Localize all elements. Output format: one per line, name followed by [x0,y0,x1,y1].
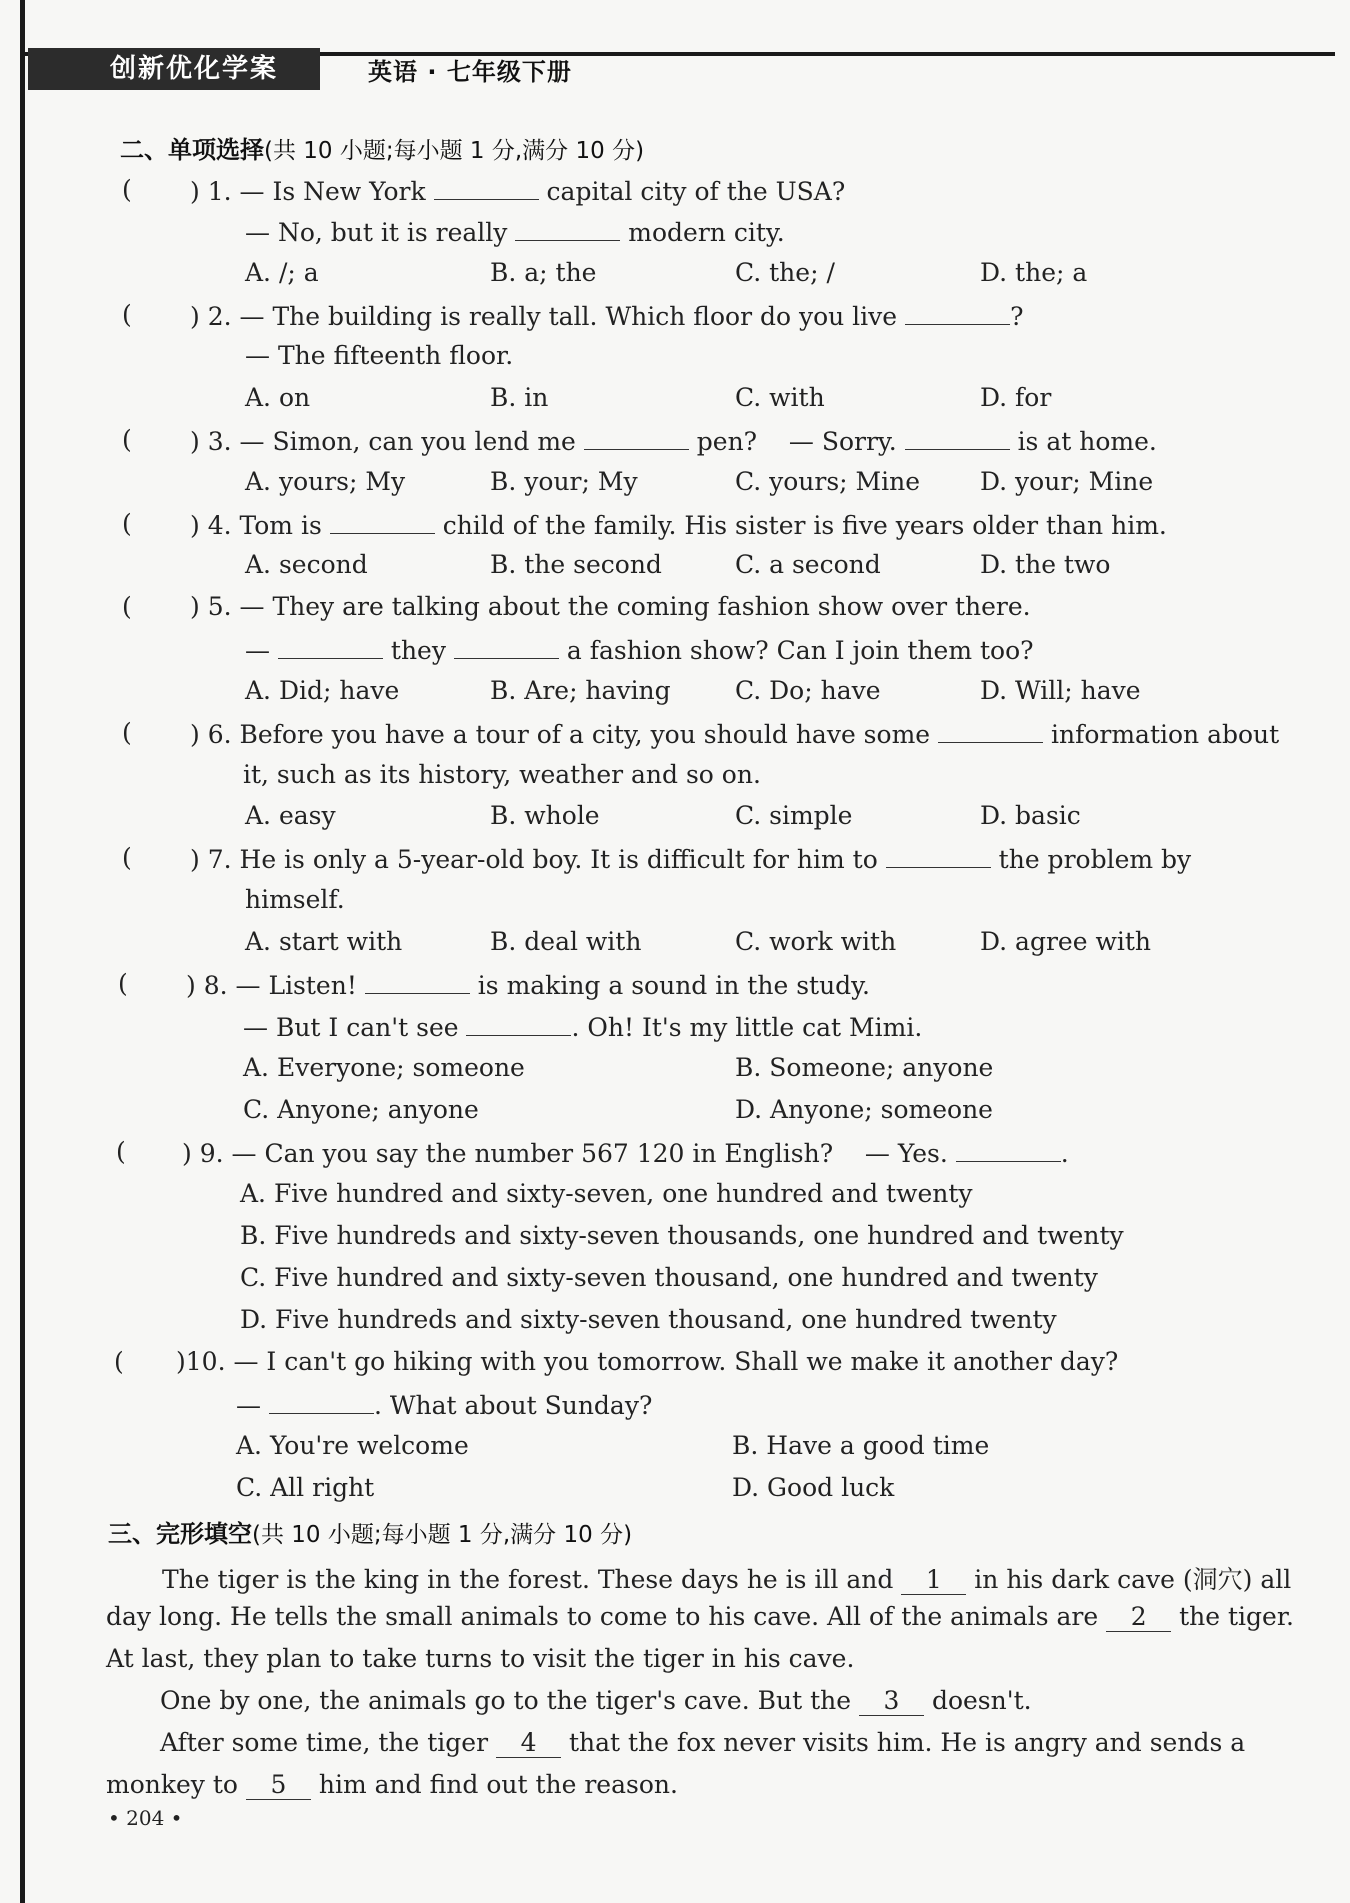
q8-option-d[interactable]: D. Anyone; someone [735,1095,993,1124]
q3-option-c[interactable]: C. yours; Mine [735,467,921,496]
q9-option-b[interactable]: B. Five hundreds and sixty-seven thousands, one hundred and twenty [240,1221,1124,1250]
answer-paren[interactable]: ( [118,969,128,998]
q8-option-a[interactable]: A. Everyone; someone [243,1053,525,1082]
answer-blank[interactable] [278,634,383,659]
q10-option-d[interactable]: D. Good luck [732,1473,895,1502]
q4-option-c[interactable]: C. a second [735,550,881,579]
answer-paren[interactable]: ( [122,425,132,454]
answer-blank[interactable] [905,300,1010,325]
q1-option-d[interactable]: D. the; a [980,258,1088,287]
q3-option-d[interactable]: D. your; Mine [980,467,1154,496]
q2-option-d[interactable]: D. for [980,383,1052,412]
answer-blank[interactable] [956,1137,1061,1162]
passage-line-4: One by one, the animals go to the tiger's cave. But the 3 doesn't. [160,1686,1032,1715]
question-10-reply: — . What about Sunday? [236,1391,653,1420]
question-1: ) 1. — Is New York capital city of the USA? [190,177,846,206]
section-2-heading [120,130,644,165]
question-8-reply: — But I can't see . Oh! It's my little cat Mimi. [243,1013,923,1042]
answer-blank[interactable] [886,843,991,868]
q9-option-a[interactable]: A. Five hundred and sixty-seven, one hundred and twenty [240,1179,973,1208]
question-7-cont: himself. [245,885,345,914]
q2-option-a[interactable]: A. on [245,383,311,412]
q2-option-c[interactable]: C. with [735,383,825,412]
answer-blank[interactable] [365,969,470,994]
section-2-note: (共 10 小题;每小题 1 分,满分 10 分) [264,138,645,164]
q6-option-b[interactable]: B. whole [490,801,600,830]
answer-blank[interactable] [466,1011,571,1036]
series-logo: 创新优化学案 [28,48,320,90]
q7-option-b[interactable]: B. deal with [490,927,642,956]
answer-paren[interactable]: ( [122,300,132,329]
question-7: ) 7. He is only a 5-year-old boy. It is difficult for him to the problem by [190,845,1192,874]
section-3-title: 三、完形填空 [108,1520,252,1548]
page-number: • 204 • [108,1806,183,1830]
question-8: ) 8. — Listen! is making a sound in the study. [186,971,870,1000]
passage-line-6: monkey to 5 him and find out the reason. [106,1770,678,1799]
answer-paren[interactable]: ( [122,175,132,204]
answer-paren[interactable]: ( [122,592,132,621]
q6-option-d[interactable]: D. basic [980,801,1081,830]
q1-option-c[interactable]: C. the; / [735,258,835,287]
answer-blank[interactable] [330,509,435,534]
answer-paren[interactable]: ( [116,1137,126,1166]
question-5: ) 5. — They are talking about the coming fashion show over there. [190,592,1031,621]
question-4: ) 4. Tom is child of the family. His sister is five years older than him. [190,511,1167,540]
q10-option-a[interactable]: A. You're welcome [236,1431,469,1460]
passage-line-2: day long. He tells the small animals to come to his cave. All of the animals are 2 the tiger. [106,1602,1294,1631]
question-10: )10. — I can't go hiking with you tomorrow. Shall we make it another day? [176,1347,1119,1376]
q10-option-c[interactable]: C. All right [236,1473,375,1502]
cloze-blank-3[interactable]: 3 [859,1686,924,1716]
q6-option-a[interactable]: A. easy [245,801,336,830]
q2-option-b[interactable]: B. in [490,383,549,412]
cloze-blank-2[interactable]: 2 [1106,1602,1171,1632]
q5-option-d[interactable]: D. Will; have [980,676,1141,705]
q4-option-b[interactable]: B. the second [490,550,662,579]
question-5-reply: — they a fashion show? Can I join them too? [245,636,1034,665]
q4-option-a[interactable]: A. second [245,550,368,579]
section-2-title: 二、单项选择 [120,136,264,164]
q3-option-b[interactable]: B. your; My [490,467,638,496]
cloze-blank-4[interactable]: 4 [496,1728,561,1758]
answer-blank[interactable] [269,1389,374,1414]
q6-option-c[interactable]: C. simple [735,801,853,830]
passage-line-5: After some time, the tiger 4 that the fox never visits him. He is angry and sends a [160,1728,1246,1757]
question-6: ) 6. Before you have a tour of a city, you should have some information about [190,720,1280,749]
question-6-cont: it, such as its history, weather and so on. [243,760,761,789]
q5-option-c[interactable]: C. Do; have [735,676,881,705]
answer-paren[interactable]: ( [122,843,132,872]
section-3-heading [108,1514,632,1549]
q10-option-b[interactable]: B. Have a good time [732,1431,990,1460]
answer-blank[interactable] [454,634,559,659]
answer-blank[interactable] [515,216,620,241]
q1-option-a[interactable]: A. /; a [245,258,319,287]
answer-paren[interactable]: ( [122,509,132,538]
section-3-note: (共 10 小题;每小题 1 分,满分 10 分) [252,1522,633,1548]
question-2: ) 2. — The building is really tall. Which floor do you live ? [190,302,1024,331]
answer-paren[interactable]: ( [122,718,132,747]
cloze-blank-5[interactable]: 5 [246,1770,311,1800]
answer-blank[interactable] [434,175,539,200]
q7-option-a[interactable]: A. start with [245,927,403,956]
q7-option-d[interactable]: D. agree with [980,927,1151,956]
cloze-blank-1[interactable]: 1 [901,1565,966,1595]
q8-option-b[interactable]: B. Someone; anyone [735,1053,994,1082]
q3-option-a[interactable]: A. yours; My [245,467,406,496]
q9-option-d[interactable]: D. Five hundreds and sixty-seven thousand, one hundred twenty [240,1305,1057,1334]
answer-blank[interactable] [584,425,689,450]
passage-line-1: The tiger is the king in the forest. These days he is ill and 1 in his dark cave (洞穴) all [162,1565,1292,1594]
question-2-reply: — The fifteenth floor. [245,341,514,370]
question-3: ) 3. — Simon, can you lend me pen? — Sorry. is at home. [190,427,1157,456]
q1-option-b[interactable]: B. a; the [490,258,597,287]
question-1-reply: — No, but it is really modern city. [245,218,785,247]
answer-blank[interactable] [905,425,1010,450]
answer-paren[interactable]: ( [114,1347,124,1376]
q8-option-c[interactable]: C. Anyone; anyone [243,1095,479,1124]
q4-option-d[interactable]: D. the two [980,550,1111,579]
q7-option-c[interactable]: C. work with [735,927,897,956]
q5-option-a[interactable]: A. Did; have [245,676,400,705]
book-title: 英语 · 七年级下册 [368,58,572,86]
q5-option-b[interactable]: B. Are; having [490,676,671,705]
answer-blank[interactable] [938,718,1043,743]
q9-option-c[interactable]: C. Five hundred and sixty-seven thousand, one hundred and twenty [240,1263,1098,1292]
passage-line-3: At last, they plan to take turns to visit the tiger in his cave. [106,1644,855,1673]
question-9: ) 9. — Can you say the number 567 120 in English? — Yes. . [182,1139,1069,1168]
